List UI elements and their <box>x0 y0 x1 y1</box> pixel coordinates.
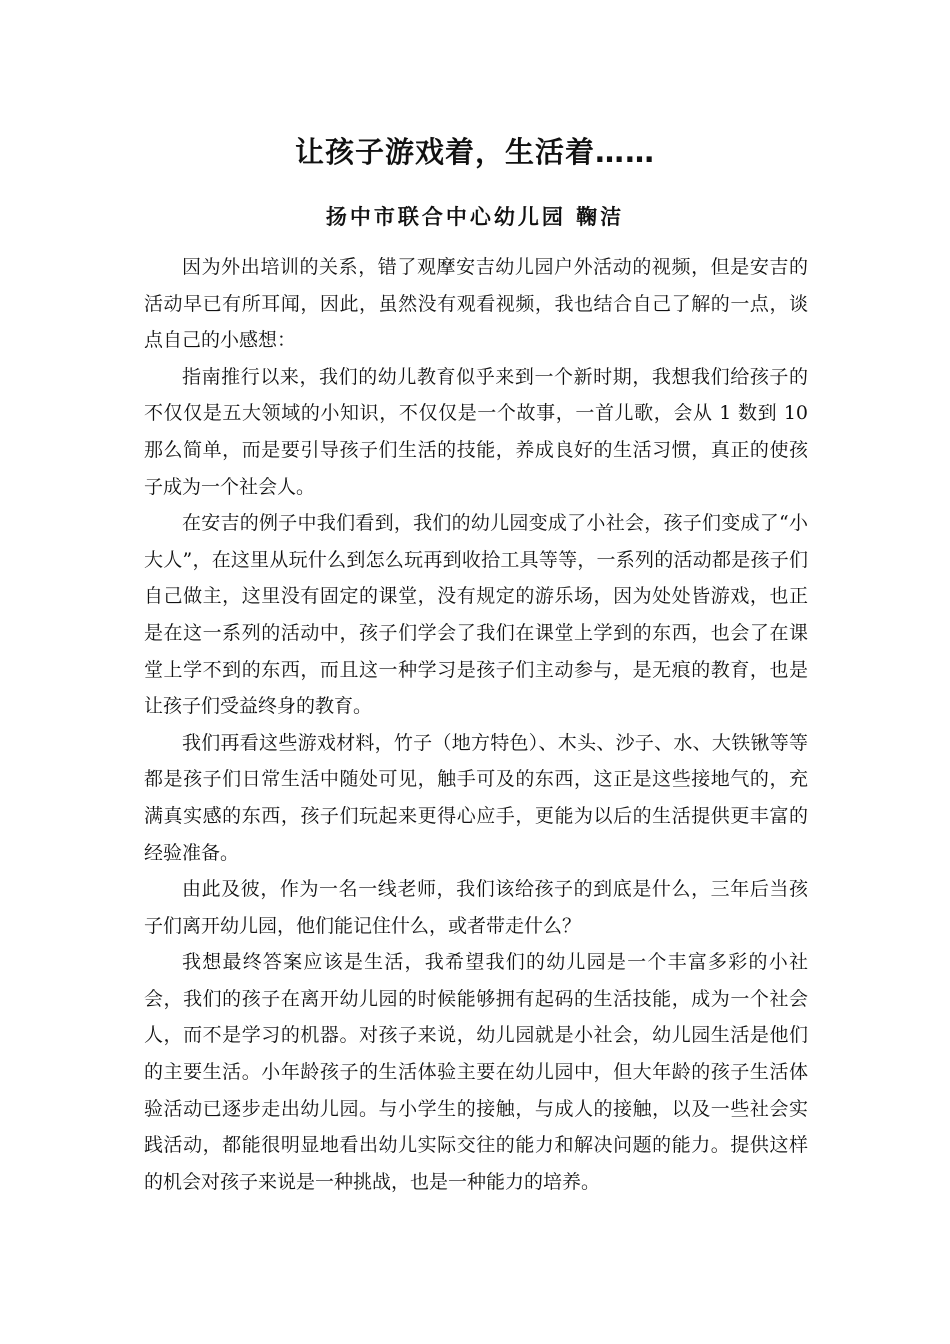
document-title: 让孩子游戏着，生活着…… <box>294 135 655 169</box>
document-body <box>144 249 808 1200</box>
paragraph: 指南推行以来，我们的幼儿教育似乎来到一个新时期，我想我们给孩子的不仅仅是五大领域的小知识，不仅仅是一个故事，一首儿歌，会从 1 数到 10 那么简单，而是要引导孩子们生活的技能，养成良好的生活习惯，真正的使孩子成为一个社会人。 <box>144 365 808 498</box>
paragraph: 我们再看这些游戏材料，竹子（地方特色）、木头、沙子、水、大铁锹等等都是孩子们日常生活中随处可见，触手可及的东西，这正是这些接地气的，充满真实感的东西，孩子们玩起来更得心应手，更能为以后的生活提供更丰富的经验准备。 <box>144 731 808 864</box>
paragraph: 我想最终答案应该是生活，我希望我们的幼儿园是一个丰富多彩的小社会，我们的孩子在离开幼儿园的时候能够拥有起码的生活技能，成为一个社会人，而不是学习的机器。对孩子来说，幼儿园就是小社会，幼儿园生活是他们的主要生活。小年龄孩子的生活体验主要在幼儿园中，但大年龄的孩子生活体验活动已逐步走出幼儿园。与小学生的接触，与成人的接触，以及一些社会实践活动，都能很明显地看出幼儿实际交往的能力和解决问题的能力。提供这样的机会对孩子来说是一种挑战，也是一种能力的培养。 <box>144 951 808 1193</box>
paragraph: 在安吉的例子中我们看到，我们的幼儿园变成了小社会，孩子们变成了“小大人”，在这里从玩什么到怎么玩再到收拾工具等等，一系列的活动都是孩子们自己做主，这里没有固定的课堂，没有规定的游乐场，因为处处皆游戏，也正是在这一系列的活动中，孩子们学会了我们在课堂上学到的东西，也会了在课堂上学不到的东西，而且这一种学习是孩子们主动参与，是无痕的教育，也是让孩子们受益终身的教育。 <box>144 512 808 718</box>
paragraph: 由此及彼，作为一名一线老师，我们该给孩子的到底是什么，三年后当孩子们离开幼儿园，他们能记住什么，或者带走什么？ <box>144 878 808 937</box>
paragraph: 因为外出培训的关系，错了观摩安吉幼儿园户外活动的视频，但是安吉的活动早已有所耳闻，因此，虽然没有观看视频，我也结合自己了解的一点，谈点自己的小感想： <box>144 256 808 352</box>
author-byline: 扬中市联合中心幼儿园 鞠洁 <box>325 204 625 229</box>
